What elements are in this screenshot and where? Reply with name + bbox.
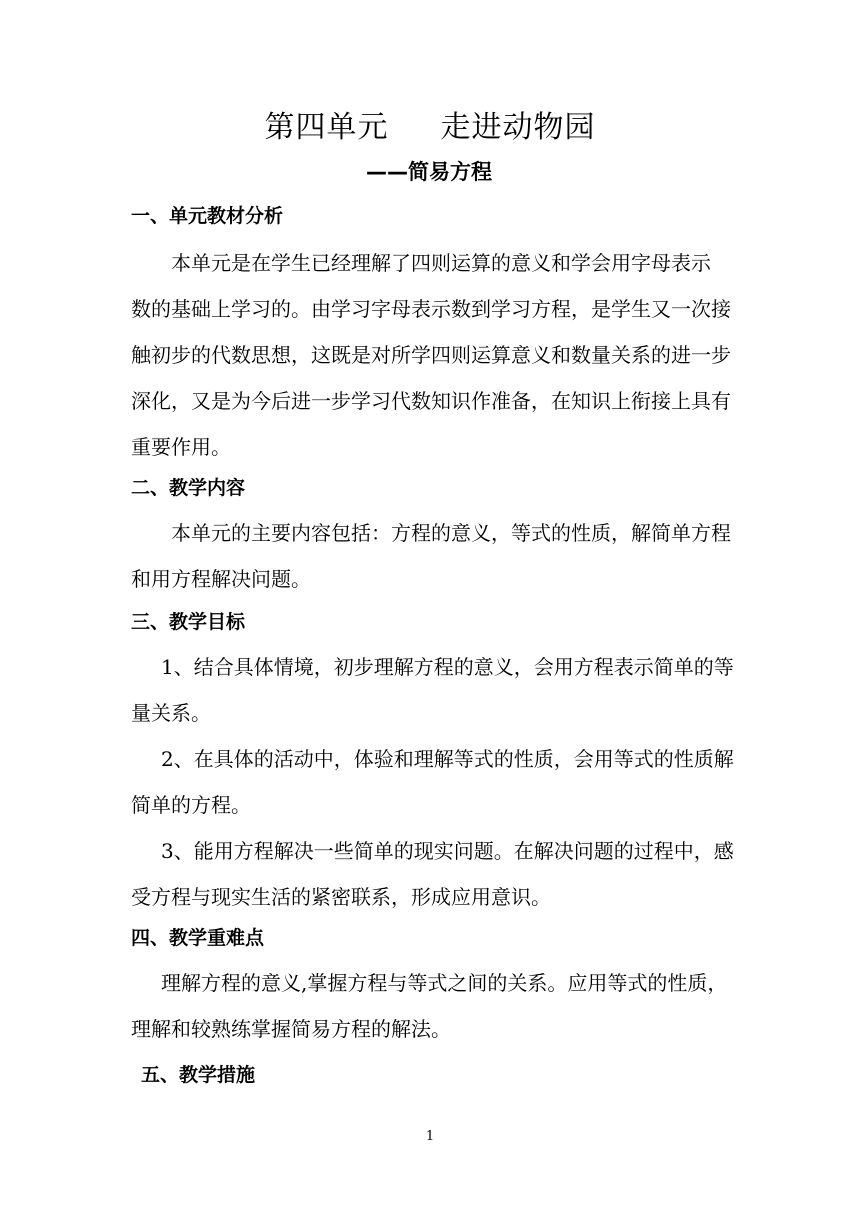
- paragraph-line: 本单元是在学生已经理解了四则运算的意义和学会用字母表示: [171, 251, 711, 275]
- page-number: 1: [425, 1129, 435, 1144]
- page-title: [0, 106, 860, 150]
- goal-item-line: 3、能用方程解决一些简单的现实问题。在解决问题的过程中，感: [161, 839, 734, 863]
- paragraph-line: 理解和较熟练掌握简易方程的解法。: [131, 1017, 451, 1041]
- section-body-goals: [131, 644, 734, 920]
- goal-item-line: 1、结合具体情境，初步理解方程的意义，会用方程表示简单的等: [161, 655, 734, 679]
- page-subtitle: ——简易方程: [366, 160, 492, 184]
- section-body-key-points: [131, 960, 731, 1052]
- section-heading-measures: 五、教学措施: [141, 1064, 256, 1086]
- title-name: 走进动物园: [440, 110, 596, 145]
- paragraph-line: 深化，又是为今后进一步学习代数知识作准备，在知识上衔接上具有: [131, 389, 731, 413]
- paragraph-line: 重要作用。: [131, 435, 231, 459]
- paragraph-line: 本单元的主要内容包括：方程的意义，等式的性质，解简单方程: [171, 521, 731, 545]
- goal-item-line: 2、在具体的活动中，体验和理解等式的性质，会用等式的性质解: [161, 747, 734, 771]
- section-heading-goals: 三、教学目标: [131, 611, 246, 633]
- paragraph-line: 数的基础上学习的。由学习字母表示数到学习方程，是学生又一次接: [131, 297, 731, 321]
- section-body-content: [131, 510, 731, 602]
- section-heading-analysis: 一、单元教材分析: [131, 205, 284, 227]
- paragraph-line: 和用方程解决问题。: [131, 567, 311, 591]
- section-heading-content: 二、教学内容: [131, 477, 246, 499]
- goal-item-line: 量关系。: [131, 701, 211, 725]
- title-unit: 第四单元: [264, 110, 389, 145]
- section-body-analysis: [131, 240, 731, 470]
- goal-item-line: 受方程与现实生活的紧密联系，形成应用意识。: [131, 885, 551, 909]
- section-heading-key-points: 四、教学重难点: [131, 927, 265, 949]
- goal-item-line: 简单的方程。: [131, 793, 251, 817]
- paragraph-line: 触初步的代数思想，这既是对所学四则运算意义和数量关系的进一步: [131, 343, 731, 367]
- paragraph-line: 理解方程的意义,掌握方程与等式之间的关系。应用等式的性质，: [161, 971, 728, 995]
